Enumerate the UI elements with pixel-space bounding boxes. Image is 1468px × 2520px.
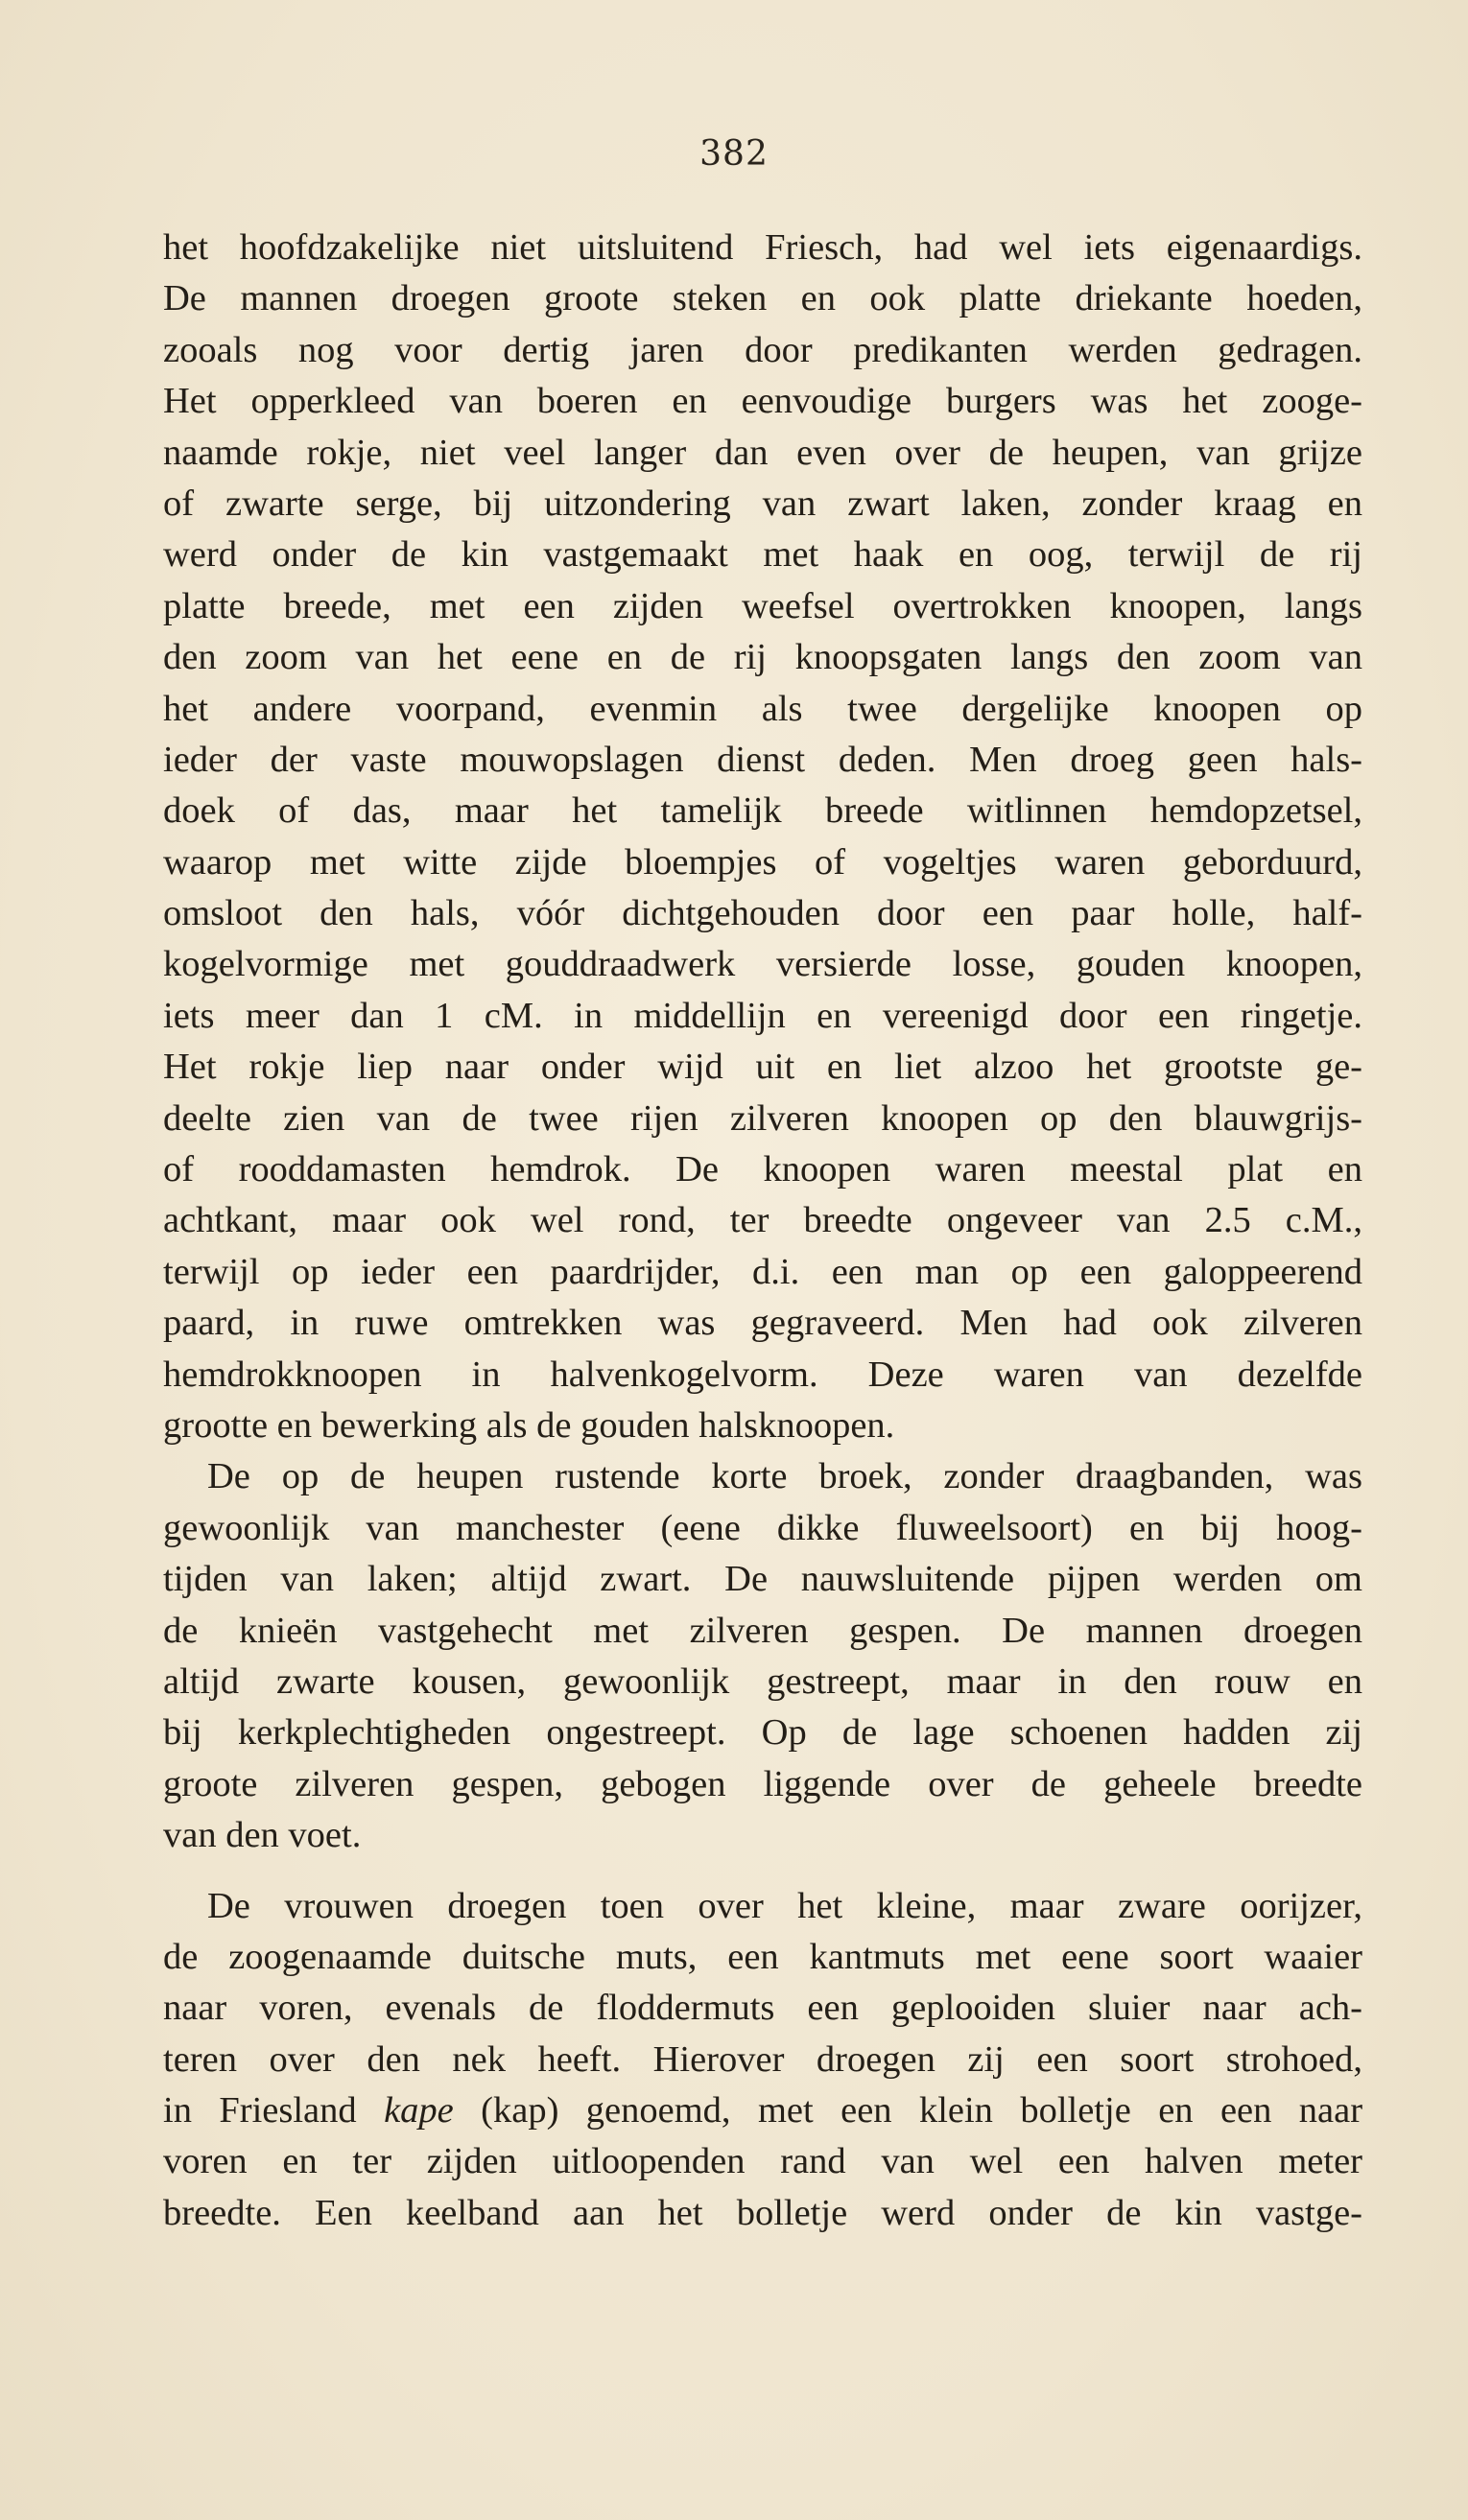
text-line: omsloot den hals, vóór dichtgehouden door een paar holle, half- <box>163 893 1362 934</box>
text-line: teren over den nek heeft. Hierover droegen zij een soort strohoed, <box>163 2038 1362 2080</box>
text-line: paard, in ruwe omtrekken was gegraveerd. Men had ook zilveren <box>163 1303 1362 1344</box>
text-line: De op de heupen rustende korte broek, zonder draagbanden, was <box>207 1456 1362 1497</box>
text-line: gewoonlijk van manchester (eene dikke fluweelsoort) en bij hoog- <box>163 1507 1362 1548</box>
text-line: waarop met witte zijde bloempjes of vogeltjes waren geborduurd, <box>163 841 1362 883</box>
text-line: naar voren, evenals de floddermuts een geplooiden sluier naar ach- <box>163 1988 1362 2029</box>
text-line: Het opperkleed van boeren en eenvoudige burgers was het zooge- <box>163 381 1362 422</box>
text-line-mixed <box>163 2085 1362 2136</box>
italic-term: kape <box>384 2090 454 2131</box>
text-line: den zoom van het eene en de rij knoopsgaten langs den zoom van <box>163 637 1362 678</box>
text-line: of rooddamasten hemdrok. De knoopen waren meestal plat en <box>163 1149 1362 1190</box>
paragraph-gap <box>163 1862 1362 1881</box>
text-line: groote zilveren gespen, gebogen liggende over de geheele breedte <box>163 1763 1362 1804</box>
page-number: 382 <box>699 134 769 174</box>
text-fragment: in Friesland <box>163 2090 357 2131</box>
text-line: het hoofdzakelijke niet uitsluitend Friesch, had wel iets eigenaardigs. <box>163 227 1362 268</box>
text-line: deelte zien van de twee rijen zilveren knoopen op den blauwgrijs- <box>163 1097 1362 1139</box>
text-line: breedte. Een keelband aan het bolletje werd onder de kin vastge- <box>163 2192 1362 2233</box>
text-line: tijden van laken; altijd zwart. De nauwsluitende pijpen werden om <box>163 1559 1362 1600</box>
text-line: ieder der vaste mouwopslagen dienst deden. Men droeg geen hals- <box>163 739 1362 780</box>
text-line: achtkant, maar ook wel rond, ter breedte ongeveer van 2.5 c.M., <box>163 1200 1362 1241</box>
text-line: het andere voorpand, evenmin als twee dergelijke knoopen op <box>163 688 1362 729</box>
text-line: of zwarte serge, bij uitzondering van zwart laken, zonder kraag en <box>163 483 1362 524</box>
text-line: kogelvormige met gouddraadwerk versierde losse, gouden knoopen, <box>163 944 1362 985</box>
text-line: altijd zwarte kousen, gewoonlijk gestreept, maar in den rouw en <box>163 1660 1362 1702</box>
text-line: doek of das, maar het tamelijk breede witlinnen hemdopzetsel, <box>163 790 1362 832</box>
text-line: van den voet. <box>163 1815 362 1856</box>
text-line: De vrouwen droegen toen over het kleine, maar zware oorijzer, <box>207 1885 1362 1926</box>
text-line: terwijl op ieder een paardrijder, d.i. een man op een galoppeerend <box>163 1251 1362 1292</box>
text-fragment: (kap) genoemd, met een klein bolletje en een naar <box>481 2090 1362 2131</box>
text-line: bij kerkplechtigheden ongestreept. Op de lage schoenen hadden zij <box>163 1712 1362 1754</box>
text-line: naamde rokje, niet veel langer dan even over de heupen, van grijze <box>163 432 1362 473</box>
text-line: hemdrokknoopen in halvenkogelvorm. Deze waren van dezelfde <box>163 1354 1362 1395</box>
text-line: de knieën vastgehecht met zilveren gespen. De mannen droegen <box>163 1610 1362 1651</box>
text-line: Het rokje liep naar onder wijd uit en liet alzoo het grootste ge- <box>163 1047 1362 1088</box>
text-line: de zoogenaamde duitsche muts, een kantmuts met eene soort waaier <box>163 1936 1362 1977</box>
text-line: platte breede, met een zijden weefsel overtrokken knoopen, langs <box>163 585 1362 626</box>
text-line: grootte en bewerking als de gouden halsknoopen. <box>163 1404 895 1446</box>
text-line: iets meer dan 1 cM. in middellijn en vereenigd door een ringetje. <box>163 995 1362 1036</box>
page-body-text <box>163 223 1362 2239</box>
text-line: De mannen droegen groote steken en ook platte driekante hoeden, <box>163 278 1362 319</box>
text-line: werd onder de kin vastgemaakt met haak en oog, terwijl de rij <box>163 534 1362 576</box>
text-line: zooals nog voor dertig jaren door predikanten werden gedragen. <box>163 329 1362 370</box>
text-line: voren en ter zijden uitloopenden rand van wel een halven meter <box>163 2141 1362 2182</box>
